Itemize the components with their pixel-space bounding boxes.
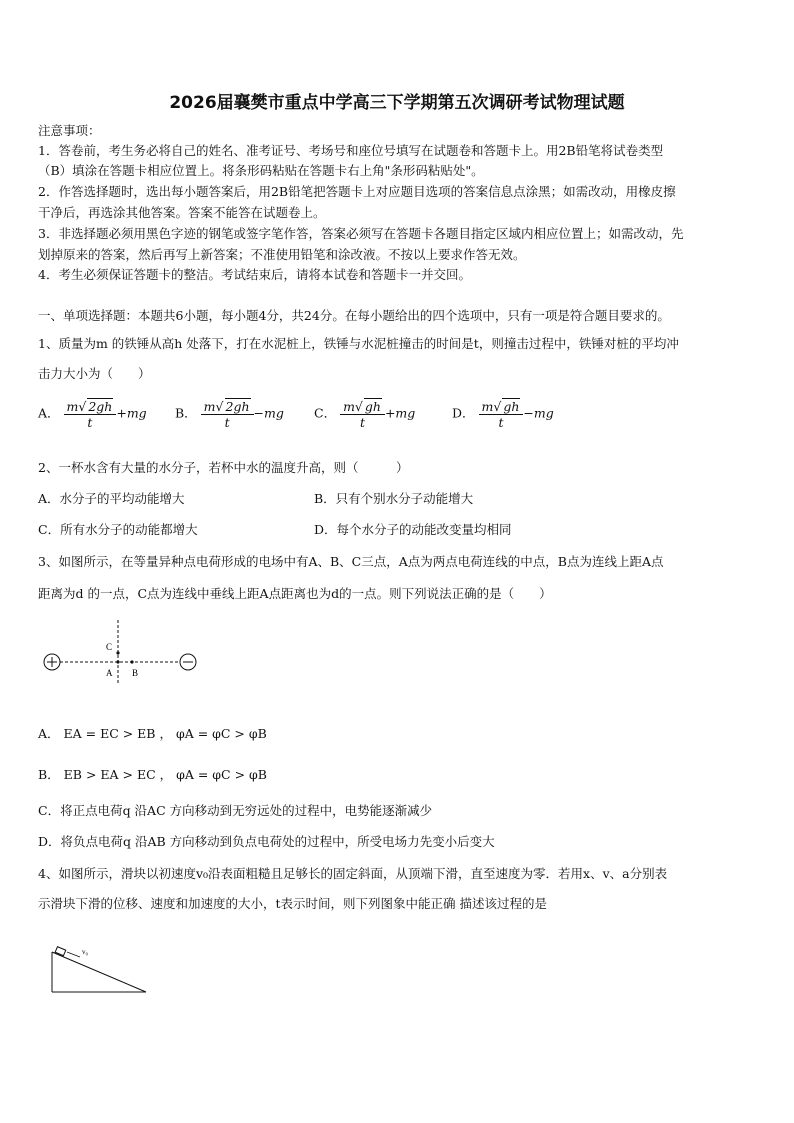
page-title: 2026届襄樊市重点中学高三下学期第五次调研考试物理试题 <box>169 93 625 113</box>
notice-line: 3．非选择题必须用黑色字迹的钢笔或签字笔作答，答案必须写在答题卡各题目指定区域内相应位置上；如需改动，先 <box>38 226 684 241</box>
question-1-stem-cont: 击力大小为（ ） <box>38 366 151 381</box>
question-1-option-b[interactable]: B． $\frac{m√ 2gh}{t}$ −mg <box>175 399 284 430</box>
point-c-label: C <box>106 642 113 652</box>
option-label: C． <box>314 405 337 421</box>
option-label: D． <box>452 405 475 421</box>
question-1-option-a[interactable]: A． $\frac{m√ 2gh}{t}$ +mg <box>38 399 147 430</box>
point-b-label: B <box>132 668 139 678</box>
question-1-option-d[interactable]: D． $\frac{m√ gh}{t}$ −mg <box>452 399 554 430</box>
notice-line: 2．作答选择题时，选出每小题答案后，用2B铅笔把答题卡上对应题目选项的答案信息点涂黑；如需改动，用橡皮擦 <box>38 184 676 199</box>
question-3-option-d[interactable]: D．将负点电荷q 沿AB 方向移动到负点电荷处的过程中，所受电场力先变小后变大 <box>38 834 495 849</box>
question-2-option-c[interactable]: C．所有水分子的动能都增大 <box>38 522 198 537</box>
question-1-option-c[interactable]: C． $\frac{m√ gh}{t}$ +mg <box>314 399 416 430</box>
option-label: A． <box>38 405 60 421</box>
point-a-label: A <box>106 668 113 678</box>
section-heading: 一、单项选择题：本题共6小题，每小题4分，共24分。在每小题给出的四个选项中，只有一项是符合题目要求的。 <box>38 308 670 323</box>
question-3-stem: 3、如图所示，在等量异种点电荷形成的电场中有A、B、C三点，A点为两点电荷连线的中点，B点为连线上距A点 <box>38 554 664 569</box>
notice-line: 干净后，再选涂其他答案。答案不能答在试题卷上。 <box>38 205 326 220</box>
notice-line: 划掉原来的答案，然后再写上新答案；不准使用铅笔和涂改液。不按以上要求作答无效。 <box>38 247 526 262</box>
fraction: $\frac{m√ 2gh}{t}$ <box>201 398 254 430</box>
question-2-option-d[interactable]: D．每个水分子的动能改变量均相同 <box>314 522 512 537</box>
question-1-stem: 1、质量为m 的铁锤从高h 处落下，打在水泥桩上，铁锤与水泥桩撞击的时间是t，则撞击过程中，铁锤对桩的平均冲 <box>38 336 679 351</box>
fraction: $\frac{m√ gh}{t}$ <box>340 398 385 430</box>
question-3-option-c[interactable]: C．将正点电荷q 沿AC 方向移动到无穷远处的过程中，电势能逐渐减少 <box>38 803 433 818</box>
option-label: B． <box>175 405 197 421</box>
notice-heading: 注意事项： <box>38 123 101 138</box>
v0-label: v₀ <box>82 948 88 956</box>
question-3-stem-cont: 距离为d 的一点，C点为连线中垂线上距A点距离也为d的一点。则下列说法正确的是（ ） <box>38 586 552 601</box>
question-3-option-b[interactable]: B． EB > EA > EC ， φA = φC > φB <box>38 767 267 782</box>
notice-line: 4．考生必须保证答题卡的整洁。考试结束后，请将本试卷和答题卡一并交回。 <box>38 267 471 282</box>
question-2-option-a[interactable]: A．水分子的平均动能增大 <box>38 491 185 506</box>
notice-line: （B）填涂在答题卡相应位置上。将条形码粘贴在答题卡右上角"条形码粘贴处"。 <box>38 163 484 178</box>
question-4-stem-cont: 示滑块下滑的位移、速度和加速度的大小，t表示时间，则下列图象中能正确 描述该过程的是 <box>38 896 547 911</box>
question-2-option-b[interactable]: B．只有个别水分子动能增大 <box>314 491 474 506</box>
incline-figure <box>44 940 154 1000</box>
question-4-stem: 4、如图所示，滑块以初速度v₀沿表面粗糙且足够长的固定斜面，从顶端下滑，直至速度为零．若用x、v、a分别表 <box>38 866 668 881</box>
charge-field-figure <box>38 615 208 685</box>
question-2-stem: 2、一杯水含有大量的水分子，若杯中水的温度升高，则（ ） <box>38 460 409 475</box>
notice-line: 1．答卷前，考生务必将自己的姓名、准考证号、考场号和座位号填写在试题卷和答题卡上。用2B铅笔将试卷类型 <box>38 143 664 158</box>
fraction: $\frac{m√ gh}{t}$ <box>479 398 524 430</box>
question-3-option-a[interactable]: A． EA = EC > EB ， φA = φC > φB <box>38 726 267 741</box>
fraction: $\frac{m√ 2gh}{t}$ <box>64 398 117 430</box>
